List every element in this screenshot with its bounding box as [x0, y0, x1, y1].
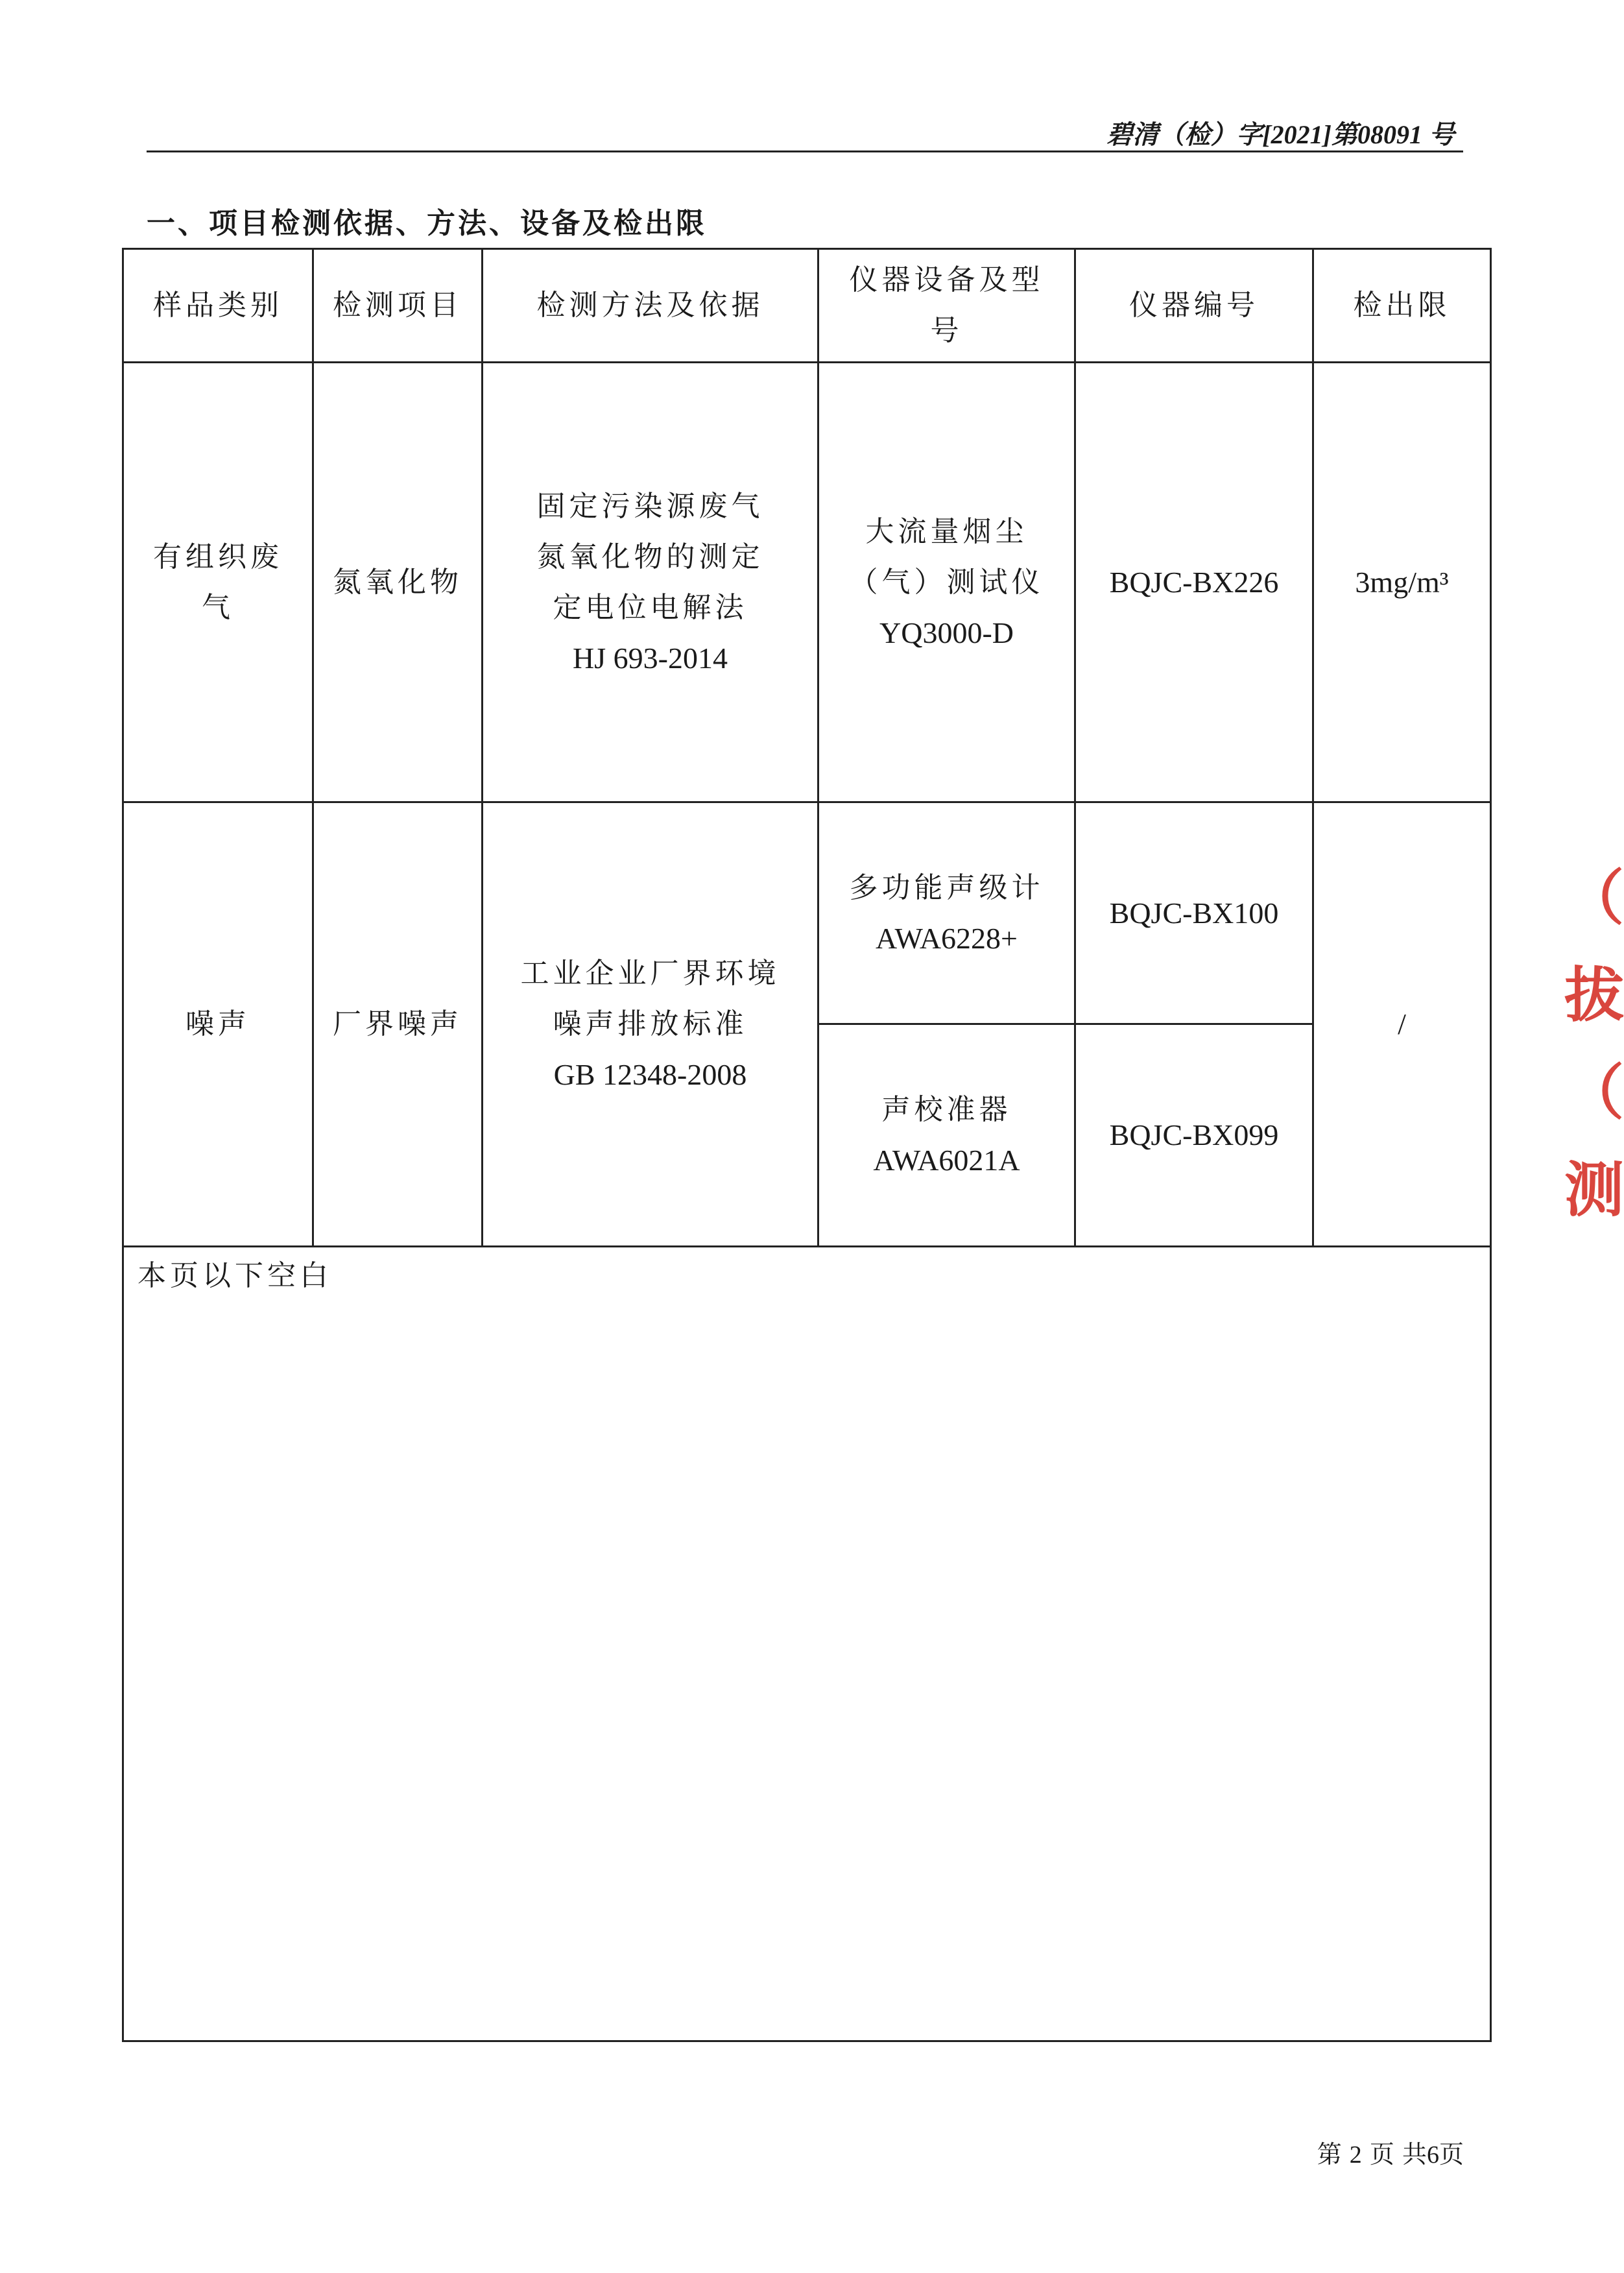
row2-instrument-a-id-text: BQJC-BX100: [1109, 896, 1279, 930]
row2-instrument-a-id: [1076, 803, 1312, 1023]
row2-method-text: 工业企业厂界环境噪声排放标准: [520, 957, 780, 1040]
header-divider: [147, 150, 1463, 152]
row2-instrument-a: [819, 803, 1074, 1023]
header-method: 检测方法及依据: [536, 289, 764, 322]
row1-instrument-id-text: BQJC-BX226: [1109, 565, 1279, 599]
row1-standard: HJ 693-2014: [573, 641, 728, 675]
row2-standard: GB 12348-2008: [553, 1058, 747, 1091]
header-sample-category: 样品类别: [153, 289, 283, 322]
blank-note: 本页以下空白: [137, 1259, 332, 1292]
row2-detection-limit-text: /: [1398, 1007, 1406, 1040]
row2-instrument-b-name: 声校准器: [881, 1093, 1012, 1126]
row2-method: [483, 803, 817, 1245]
row1-method-text: 固定污染源废气氮氧化物的测定定电位电解法: [536, 489, 764, 624]
stamp-char: （: [1564, 863, 1624, 933]
seal-stamp: [1564, 850, 1624, 1225]
row2-item: 厂界噪声: [333, 1007, 462, 1040]
row2-instrument-b: [819, 1025, 1074, 1245]
row2-instrument-b-model: AWA6021A: [873, 1144, 1020, 1177]
row1-category: 有组织废气: [153, 540, 283, 624]
page-mid: 页 共: [1369, 2140, 1427, 2169]
row2-instrument-a-model: AWA6228+: [875, 921, 1018, 955]
page-suffix: 页: [1439, 2140, 1464, 2169]
row2-detection-limit: [1314, 803, 1490, 1245]
row1-instrument-id: [1076, 363, 1312, 801]
page-prefix: 第: [1317, 2140, 1342, 2169]
row1-detection-limit: [1314, 363, 1490, 801]
row1-instrument-model: YQ3000-D: [879, 616, 1014, 649]
page-current: 2: [1349, 2141, 1362, 2169]
row1-method: [483, 363, 817, 801]
header-instrument-id: 仪器编号: [1129, 289, 1259, 322]
report-number: 碧清（检）字[2021]第08091 号: [1106, 120, 1455, 149]
row-divider: [124, 1245, 1490, 1247]
row1-instrument: [819, 363, 1074, 801]
row1-instrument-name: 大流量烟尘（气）测试仪: [849, 514, 1044, 599]
header-instrument: 仪器设备及型号: [849, 263, 1044, 347]
detection-table: [122, 248, 1492, 2042]
page-total: 6: [1426, 2141, 1439, 2169]
row2-instrument-b-id-text: BQJC-BX099: [1109, 1118, 1279, 1151]
row2-instrument-a-name: 多功能声级计: [849, 871, 1044, 904]
stamp-char: 测: [1564, 1155, 1624, 1225]
section-title: 一、项目检测依据、方法、设备及检出限: [147, 207, 707, 240]
stamp-char: （: [1564, 1058, 1624, 1127]
stamp-char: 拔: [1564, 961, 1624, 1030]
page-number: [1317, 2134, 1464, 2170]
header-detection-limit: 检出限: [1353, 289, 1451, 322]
row1-item: 氮氧化物: [333, 565, 462, 599]
header-test-item: 检测项目: [333, 289, 462, 322]
row2-instrument-b-id: [1076, 1025, 1312, 1245]
row2-category: 噪声: [185, 1007, 250, 1040]
row1-detection-limit-text: 3mg/m³: [1355, 565, 1449, 599]
